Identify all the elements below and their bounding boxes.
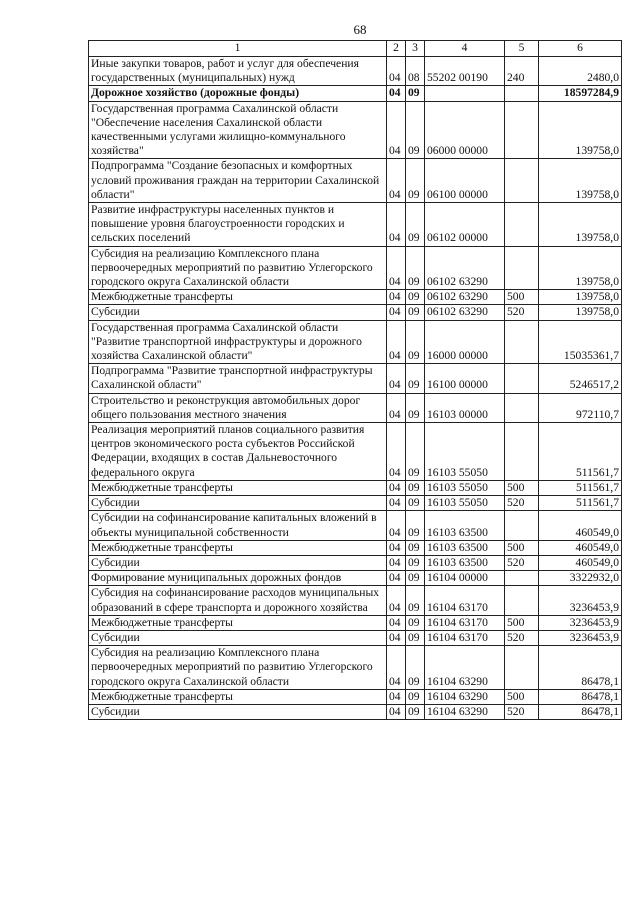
table-row bbox=[89, 364, 622, 393]
table-row bbox=[89, 540, 622, 555]
row-section-cell: 04 bbox=[387, 320, 406, 364]
row-section-cell: 04 bbox=[387, 571, 406, 586]
row-subsection-cell: 09 bbox=[406, 555, 425, 570]
row-article-cell: 16104 63170 bbox=[425, 630, 505, 645]
table-row bbox=[89, 704, 622, 719]
table-row bbox=[89, 101, 622, 159]
page-number: 68 bbox=[353, 22, 367, 37]
row-subsection-cell: 09 bbox=[406, 586, 425, 615]
table-row bbox=[89, 423, 622, 481]
row-name-cell: Дорожное хозяйство (дорожные фонды) bbox=[89, 86, 387, 101]
row-expense-type-cell: 520 bbox=[505, 496, 539, 511]
row-subsection-cell: 09 bbox=[406, 203, 425, 247]
row-name-cell: Межбюджетные трансферты bbox=[89, 615, 387, 630]
row-expense-type-cell bbox=[505, 393, 539, 422]
table-row bbox=[89, 555, 622, 570]
row-expense-type-cell bbox=[505, 320, 539, 364]
table-row bbox=[89, 480, 622, 495]
row-section-cell: 04 bbox=[387, 423, 406, 481]
row-sum-cell: 5246517,2 bbox=[539, 364, 622, 393]
row-article-cell: 16104 63290 bbox=[425, 689, 505, 704]
row-article-cell: 16104 00000 bbox=[425, 571, 505, 586]
row-sum-cell: 139758,0 bbox=[539, 290, 622, 305]
row-name-cell: Субсидия на софинансирование расходов муниципальных образований в сфере транспорта и дорожного хозяйства bbox=[89, 586, 387, 615]
row-subsection-cell: 09 bbox=[406, 246, 425, 290]
row-sum-cell: 3322932,0 bbox=[539, 571, 622, 586]
row-section-cell: 04 bbox=[387, 496, 406, 511]
row-subsection-cell: 09 bbox=[406, 689, 425, 704]
row-sum-cell: 18597284,9 bbox=[539, 86, 622, 101]
row-expense-type-cell bbox=[505, 423, 539, 481]
row-article-cell: 55202 00190 bbox=[425, 57, 505, 86]
row-name-cell: Межбюджетные трансферты bbox=[89, 290, 387, 305]
row-subsection-cell: 09 bbox=[406, 496, 425, 511]
row-name-cell: Формирование муниципальных дорожных фондов bbox=[89, 571, 387, 586]
row-article-cell: 16000 00000 bbox=[425, 320, 505, 364]
row-sum-cell: 972110,7 bbox=[539, 393, 622, 422]
row-name-cell: Государственная программа Сахалинской области "Развитие транспортной инфраструктуры и дорожного хозяйства Сахалинской области" bbox=[89, 320, 387, 364]
column-header-expense-type: 5 bbox=[505, 41, 539, 57]
row-article-cell: 16104 63170 bbox=[425, 586, 505, 615]
row-article-cell: 16100 00000 bbox=[425, 364, 505, 393]
row-name-cell: Реализация мероприятий планов социального развития центров экономического роста субъектов Российской Федерации, входящих в состав Дальневосточного федерального округа bbox=[89, 423, 387, 481]
row-section-cell: 04 bbox=[387, 246, 406, 290]
row-name-cell: Субсидии bbox=[89, 555, 387, 570]
row-name-cell: Государственная программа Сахалинской области "Обеспечение населения Сахалинской области качественными услугами жилищно-коммунального хозяйства" bbox=[89, 101, 387, 159]
row-name-cell: Субсидии bbox=[89, 496, 387, 511]
row-sum-cell: 139758,0 bbox=[539, 101, 622, 159]
row-sum-cell: 3236453,9 bbox=[539, 630, 622, 645]
table-row bbox=[89, 496, 622, 511]
row-sum-cell: 139758,0 bbox=[539, 246, 622, 290]
row-section-cell: 04 bbox=[387, 393, 406, 422]
table-row bbox=[89, 615, 622, 630]
row-expense-type-cell bbox=[505, 511, 539, 540]
row-name-cell: Строительство и реконструкция автомобильных дорог общего пользования местного значения bbox=[89, 393, 387, 422]
row-section-cell: 04 bbox=[387, 704, 406, 719]
row-article-cell: 16103 00000 bbox=[425, 393, 505, 422]
table-row bbox=[89, 159, 622, 203]
row-subsection-cell: 09 bbox=[406, 571, 425, 586]
row-subsection-cell: 09 bbox=[406, 320, 425, 364]
row-expense-type-cell: 500 bbox=[505, 540, 539, 555]
row-expense-type-cell bbox=[505, 646, 539, 690]
row-name-cell: Подпрограмма "Развитие транспортной инфраструктуры Сахалинской области" bbox=[89, 364, 387, 393]
row-article-cell: 06102 63290 bbox=[425, 246, 505, 290]
row-section-cell: 04 bbox=[387, 630, 406, 645]
row-subsection-cell: 09 bbox=[406, 630, 425, 645]
row-sum-cell: 460549,0 bbox=[539, 511, 622, 540]
row-expense-type-cell: 500 bbox=[505, 480, 539, 495]
row-expense-type-cell: 520 bbox=[505, 305, 539, 320]
row-section-cell: 04 bbox=[387, 689, 406, 704]
row-article-cell: 06102 63290 bbox=[425, 290, 505, 305]
row-expense-type-cell bbox=[505, 101, 539, 159]
column-header-sum: 6 bbox=[539, 41, 622, 57]
row-section-cell: 04 bbox=[387, 101, 406, 159]
row-sum-cell: 15035361,7 bbox=[539, 320, 622, 364]
row-subsection-cell: 09 bbox=[406, 480, 425, 495]
row-section-cell: 04 bbox=[387, 511, 406, 540]
row-section-cell: 04 bbox=[387, 646, 406, 690]
row-sum-cell: 460549,0 bbox=[539, 555, 622, 570]
row-subsection-cell: 09 bbox=[406, 615, 425, 630]
row-subsection-cell: 09 bbox=[406, 646, 425, 690]
row-sum-cell: 2480,0 bbox=[539, 57, 622, 86]
row-sum-cell: 511561,7 bbox=[539, 480, 622, 495]
row-name-cell: Субсидия на реализацию Комплексного плана первоочередных мероприятий по развитию Углегорского городского округа Сахалинской области bbox=[89, 246, 387, 290]
row-name-cell: Субсидии на софинансирование капитальных вложений в объекты муниципальной собственности bbox=[89, 511, 387, 540]
row-expense-type-cell: 520 bbox=[505, 630, 539, 645]
row-sum-cell: 86478,1 bbox=[539, 646, 622, 690]
row-expense-type-cell bbox=[505, 364, 539, 393]
row-article-cell: 16103 63500 bbox=[425, 511, 505, 540]
table-header-row bbox=[89, 41, 622, 57]
table-row bbox=[89, 305, 622, 320]
row-subsection-cell: 09 bbox=[406, 159, 425, 203]
row-article-cell: 16103 55050 bbox=[425, 480, 505, 495]
row-subsection-cell: 09 bbox=[406, 364, 425, 393]
row-subsection-cell: 09 bbox=[406, 511, 425, 540]
row-section-cell: 04 bbox=[387, 615, 406, 630]
budget-table bbox=[88, 40, 622, 720]
row-expense-type-cell: 240 bbox=[505, 57, 539, 86]
row-name-cell: Межбюджетные трансферты bbox=[89, 689, 387, 704]
row-subsection-cell: 09 bbox=[406, 393, 425, 422]
table-row bbox=[89, 393, 622, 422]
row-name-cell: Субсидии bbox=[89, 305, 387, 320]
row-section-cell: 04 bbox=[387, 159, 406, 203]
table-row bbox=[89, 571, 622, 586]
row-name-cell: Субсидии bbox=[89, 630, 387, 645]
row-section-cell: 04 bbox=[387, 364, 406, 393]
row-article-cell: 16103 63500 bbox=[425, 555, 505, 570]
row-section-cell: 04 bbox=[387, 555, 406, 570]
table-row bbox=[89, 86, 622, 101]
table-row bbox=[89, 320, 622, 364]
table-body bbox=[89, 57, 622, 720]
row-article-cell: 06102 00000 bbox=[425, 203, 505, 247]
row-subsection-cell: 08 bbox=[406, 57, 425, 86]
table-row bbox=[89, 57, 622, 86]
row-name-cell: Субсидия на реализацию Комплексного плана первоочередных мероприятий по развитию Углегорского городского округа Сахалинской области bbox=[89, 646, 387, 690]
row-article-cell: 06100 00000 bbox=[425, 159, 505, 203]
row-name-cell: Подпрограмма "Создание безопасных и комфортных условий проживания граждан на территории Сахалинской области" bbox=[89, 159, 387, 203]
table-row bbox=[89, 511, 622, 540]
row-subsection-cell: 09 bbox=[406, 86, 425, 101]
column-header-article: 4 bbox=[425, 41, 505, 57]
row-name-cell: Иные закупки товаров, работ и услуг для обеспечения государственных (муниципальных) нужд bbox=[89, 57, 387, 86]
row-expense-type-cell bbox=[505, 246, 539, 290]
table-row bbox=[89, 689, 622, 704]
table-row bbox=[89, 203, 622, 247]
row-expense-type-cell: 500 bbox=[505, 689, 539, 704]
row-name-cell: Межбюджетные трансферты bbox=[89, 540, 387, 555]
row-article-cell: 16104 63290 bbox=[425, 646, 505, 690]
row-sum-cell: 86478,1 bbox=[539, 704, 622, 719]
row-section-cell: 04 bbox=[387, 540, 406, 555]
column-header-name: 1 bbox=[89, 41, 387, 57]
row-expense-type-cell bbox=[505, 86, 539, 101]
row-article-cell: 16103 55050 bbox=[425, 496, 505, 511]
row-section-cell: 04 bbox=[387, 305, 406, 320]
row-subsection-cell: 09 bbox=[406, 290, 425, 305]
row-expense-type-cell: 520 bbox=[505, 704, 539, 719]
row-expense-type-cell: 500 bbox=[505, 615, 539, 630]
row-sum-cell: 511561,7 bbox=[539, 496, 622, 511]
row-article-cell: 16103 55050 bbox=[425, 423, 505, 481]
row-expense-type-cell: 520 bbox=[505, 555, 539, 570]
row-subsection-cell: 09 bbox=[406, 704, 425, 719]
table-row bbox=[89, 246, 622, 290]
row-sum-cell: 3236453,9 bbox=[539, 615, 622, 630]
row-section-cell: 04 bbox=[387, 57, 406, 86]
row-subsection-cell: 09 bbox=[406, 305, 425, 320]
table-row bbox=[89, 290, 622, 305]
row-name-cell: Субсидии bbox=[89, 704, 387, 719]
row-article-cell bbox=[425, 86, 505, 101]
row-sum-cell: 3236453,9 bbox=[539, 586, 622, 615]
table-row bbox=[89, 646, 622, 690]
row-article-cell: 16104 63290 bbox=[425, 704, 505, 719]
column-header-subsection: 3 bbox=[406, 41, 425, 57]
row-expense-type-cell: 500 bbox=[505, 290, 539, 305]
row-subsection-cell: 09 bbox=[406, 423, 425, 481]
row-article-cell: 16103 63500 bbox=[425, 540, 505, 555]
row-expense-type-cell bbox=[505, 586, 539, 615]
row-name-cell: Межбюджетные трансферты bbox=[89, 480, 387, 495]
row-sum-cell: 139758,0 bbox=[539, 159, 622, 203]
column-header-section: 2 bbox=[387, 41, 406, 57]
row-section-cell: 04 bbox=[387, 290, 406, 305]
row-section-cell: 04 bbox=[387, 480, 406, 495]
row-section-cell: 04 bbox=[387, 203, 406, 247]
row-subsection-cell: 09 bbox=[406, 540, 425, 555]
row-expense-type-cell bbox=[505, 571, 539, 586]
row-sum-cell: 139758,0 bbox=[539, 203, 622, 247]
row-section-cell: 04 bbox=[387, 586, 406, 615]
row-sum-cell: 139758,0 bbox=[539, 305, 622, 320]
row-sum-cell: 511561,7 bbox=[539, 423, 622, 481]
table-row bbox=[89, 586, 622, 615]
row-sum-cell: 460549,0 bbox=[539, 540, 622, 555]
row-expense-type-cell bbox=[505, 159, 539, 203]
row-section-cell: 04 bbox=[387, 86, 406, 101]
row-name-cell: Развитие инфраструктуры населенных пунктов и повышение уровня благоустроенности городских и сельских поселений bbox=[89, 203, 387, 247]
row-article-cell: 16104 63170 bbox=[425, 615, 505, 630]
row-sum-cell: 86478,1 bbox=[539, 689, 622, 704]
row-article-cell: 06000 00000 bbox=[425, 101, 505, 159]
row-article-cell: 06102 63290 bbox=[425, 305, 505, 320]
row-subsection-cell: 09 bbox=[406, 101, 425, 159]
row-expense-type-cell bbox=[505, 203, 539, 247]
table-row bbox=[89, 630, 622, 645]
